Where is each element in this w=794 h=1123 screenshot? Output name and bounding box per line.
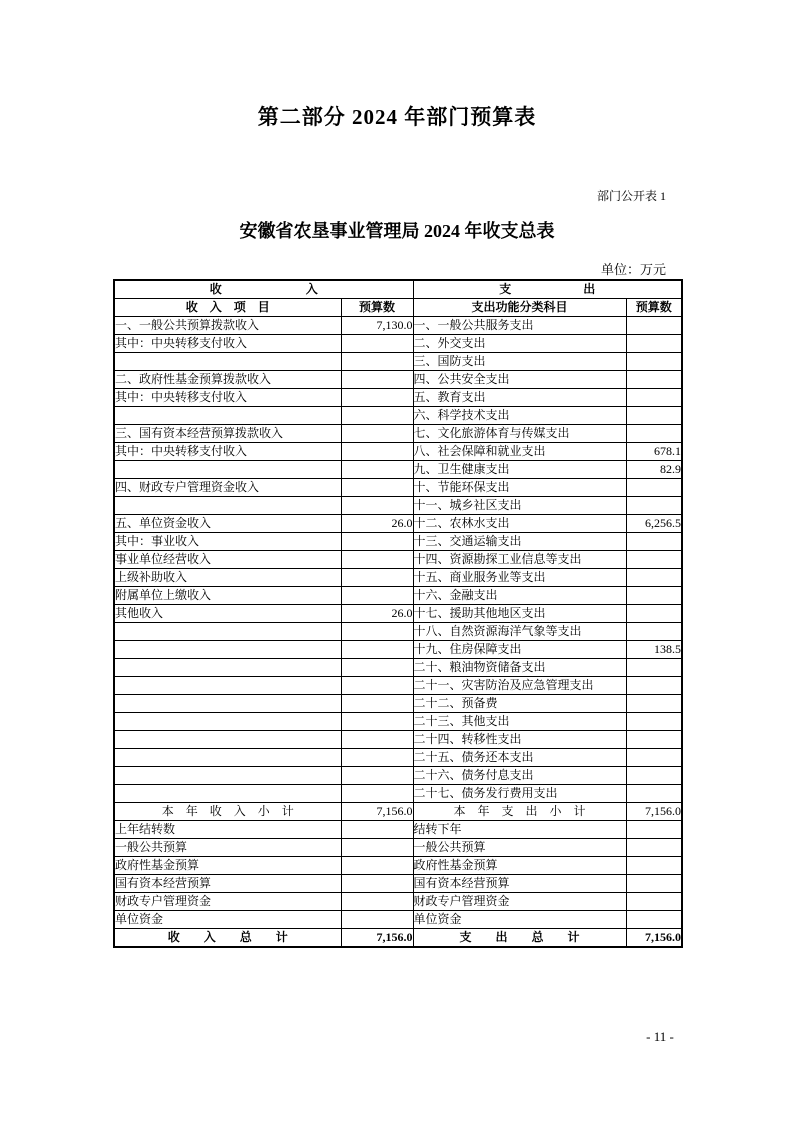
table-row: [114, 497, 682, 515]
expense-value-cell: 6,256.5: [626, 515, 682, 533]
budget-table: [113, 279, 683, 948]
unit-label: 单位：万元: [600, 262, 666, 277]
income-value-cell: [341, 335, 413, 353]
expense-item-cell: 十二、农林水支出: [413, 515, 626, 533]
income-value-cell: [341, 677, 413, 695]
table-row: [114, 893, 682, 911]
income-item-cell: 其中：中央转移支付收入: [114, 389, 341, 407]
expense-item-cell: 三、国防支出: [413, 353, 626, 371]
table-row: [114, 443, 682, 461]
income-item-cell: [114, 353, 341, 371]
income-value-cell: [341, 389, 413, 407]
income-budget-column-header: 预算数: [341, 299, 413, 317]
income-item-cell: 其他收入: [114, 605, 341, 623]
expense-item-cell: 二十三、其他支出: [413, 713, 626, 731]
expense-item-cell: 四、公共安全支出: [413, 371, 626, 389]
expense-value-cell: [626, 821, 682, 839]
table-row: [114, 695, 682, 713]
expense-value-cell: [626, 335, 682, 353]
expense-value-cell: [626, 479, 682, 497]
expense-item-cell: 十三、交通运输支出: [413, 533, 626, 551]
income-value-cell: [341, 497, 413, 515]
table-row: [114, 353, 682, 371]
expense-item-cell: 十四、资源勘探工业信息等支出: [413, 551, 626, 569]
income-item-cell: [114, 659, 341, 677]
expense-item-column-header: 支出功能分类科目: [413, 299, 626, 317]
income-value-cell: [341, 695, 413, 713]
income-value-cell: [341, 623, 413, 641]
table-row: [114, 659, 682, 677]
expense-item-cell: 二十五、债务还本支出: [413, 749, 626, 767]
expense-value-cell: [626, 857, 682, 875]
income-item-cell: 上级补助收入: [114, 569, 341, 587]
income-item-cell: [114, 749, 341, 767]
table-row: [114, 623, 682, 641]
expense-item-cell: 十九、住房保障支出: [413, 641, 626, 659]
income-value-cell: 26.0: [341, 515, 413, 533]
table-row: [114, 371, 682, 389]
expense-item-cell: 国有资本经营预算: [413, 875, 626, 893]
table-row: [114, 317, 682, 335]
table-row: [114, 875, 682, 893]
table-row: [114, 407, 682, 425]
income-item-cell: [114, 767, 341, 785]
expense-value-cell: [626, 785, 682, 803]
expense-item-cell: 六、科学技术支出: [413, 407, 626, 425]
income-value-cell: [341, 731, 413, 749]
expense-value-cell: [626, 533, 682, 551]
expense-value-cell: [626, 317, 682, 335]
page-number: - 11 -: [646, 1029, 674, 1044]
expense-value-cell: [626, 569, 682, 587]
income-value-cell: [341, 821, 413, 839]
table-row: [114, 425, 682, 443]
expense-item-cell: 二、外交支出: [413, 335, 626, 353]
expense-value-cell: [626, 839, 682, 857]
expense-value-cell: [626, 767, 682, 785]
expense-value-cell: [626, 371, 682, 389]
income-item-cell: [114, 713, 341, 731]
table-row: [114, 551, 682, 569]
income-item-cell: [114, 641, 341, 659]
expense-value-cell: [626, 875, 682, 893]
expense-item-cell: 一般公共预算: [413, 839, 626, 857]
income-item-cell: [114, 497, 341, 515]
income-value-cell: [341, 659, 413, 677]
income-item-cell: 其中：事业收入: [114, 533, 341, 551]
income-item-cell: 本 年 收 入 小 计: [114, 803, 341, 821]
expense-item-cell: 结转下年: [413, 821, 626, 839]
income-item-cell: 国有资本经营预算: [114, 875, 341, 893]
expense-value-cell: [626, 731, 682, 749]
expense-value-cell: [626, 911, 682, 929]
income-value-cell: [341, 767, 413, 785]
expense-item-cell: 二十二、预备费: [413, 695, 626, 713]
income-item-cell: 事业单位经营收入: [114, 551, 341, 569]
table-row: [114, 641, 682, 659]
table-row: [114, 461, 682, 479]
income-item-cell: 财政专户管理资金: [114, 893, 341, 911]
income-item-cell: 上年结转数: [114, 821, 341, 839]
table-note: 部门公开表 1: [596, 189, 666, 203]
income-value-cell: 7,156.0: [341, 803, 413, 821]
income-item-cell: [114, 695, 341, 713]
expense-value-cell: [626, 713, 682, 731]
income-item-cell: 单位资金: [114, 911, 341, 929]
income-value-cell: [341, 425, 413, 443]
income-item-cell: 五、单位资金收入: [114, 515, 341, 533]
income-item-cell: 政府性基金预算: [114, 857, 341, 875]
expense-value-cell: [626, 551, 682, 569]
expense-item-cell: 财政专户管理资金: [413, 893, 626, 911]
income-item-cell: [114, 731, 341, 749]
expense-value-cell: [626, 659, 682, 677]
table-row: [114, 749, 682, 767]
table-row: [114, 767, 682, 785]
expense-item-cell: 二十四、转移性支出: [413, 731, 626, 749]
income-value-cell: [341, 407, 413, 425]
income-value-cell: 7,156.0: [341, 929, 413, 948]
table-row: [114, 785, 682, 803]
table-row: [114, 857, 682, 875]
income-item-cell: 附属单位上缴收入: [114, 587, 341, 605]
expense-item-cell: 十五、商业服务业等支出: [413, 569, 626, 587]
income-value-cell: [341, 461, 413, 479]
income-value-cell: [341, 911, 413, 929]
expense-item-cell: 本 年 支 出 小 计: [413, 803, 626, 821]
section-title: 第二部分 2024 年部门预算表: [257, 105, 537, 129]
expense-value-cell: [626, 497, 682, 515]
expense-value-cell: [626, 893, 682, 911]
expense-value-cell: [626, 695, 682, 713]
expense-item-cell: 单位资金: [413, 911, 626, 929]
income-item-column-header: 收 入 项 目: [114, 299, 341, 317]
income-item-cell: [114, 623, 341, 641]
income-item-cell: [114, 785, 341, 803]
table-body: [114, 317, 682, 948]
income-value-cell: [341, 839, 413, 857]
table-row: [114, 677, 682, 695]
income-item-cell: [114, 407, 341, 425]
expense-value-cell: 7,156.0: [626, 929, 682, 948]
income-value-cell: [341, 875, 413, 893]
income-value-cell: 26.0: [341, 605, 413, 623]
expense-value-cell: 678.1: [626, 443, 682, 461]
expense-item-cell: 八、社会保障和就业支出: [413, 443, 626, 461]
income-value-cell: [341, 533, 413, 551]
expense-item-cell: 十七、援助其他地区支出: [413, 605, 626, 623]
expense-item-cell: 十、节能环保支出: [413, 479, 626, 497]
expense-value-cell: [626, 425, 682, 443]
table-row: [114, 569, 682, 587]
income-value-cell: [341, 443, 413, 461]
income-value-cell: [341, 785, 413, 803]
expense-value-cell: [626, 749, 682, 767]
income-item-cell: 收 入 总 计: [114, 929, 341, 948]
income-item-cell: [114, 461, 341, 479]
expense-item-cell: 一、一般公共服务支出: [413, 317, 626, 335]
table-row: [114, 587, 682, 605]
income-item-cell: 二、政府性基金预算拨款收入: [114, 371, 341, 389]
table-row: [114, 479, 682, 497]
income-value-cell: [341, 569, 413, 587]
expense-value-cell: 7,156.0: [626, 803, 682, 821]
income-value-cell: [341, 893, 413, 911]
table-row: [114, 839, 682, 857]
expense-value-cell: [626, 677, 682, 695]
income-item-cell: 其中：中央转移支付收入: [114, 443, 341, 461]
table-subheader-row: [114, 299, 682, 317]
table-row: [114, 803, 682, 821]
income-value-cell: 7,130.0: [341, 317, 413, 335]
income-value-cell: [341, 353, 413, 371]
expense-item-cell: 十八、自然资源海洋气象等支出: [413, 623, 626, 641]
table-row: [114, 533, 682, 551]
income-item-cell: 四、财政专户管理资金收入: [114, 479, 341, 497]
table-header-row: [114, 280, 682, 299]
expense-item-cell: 五、教育支出: [413, 389, 626, 407]
income-value-cell: [341, 371, 413, 389]
table-title: 安徽省农垦事业管理局 2024 年收支总表: [239, 221, 555, 241]
expense-item-cell: 十一、城乡社区支出: [413, 497, 626, 515]
table-row: [114, 929, 682, 948]
expense-value-cell: [626, 623, 682, 641]
expense-budget-column-header: 预算数: [626, 299, 682, 317]
expense-item-cell: 九、卫生健康支出: [413, 461, 626, 479]
income-value-cell: [341, 587, 413, 605]
expense-item-cell: 二十七、债务发行费用支出: [413, 785, 626, 803]
expense-value-cell: 82.9: [626, 461, 682, 479]
table-row: [114, 821, 682, 839]
income-section-header: 收 入: [114, 280, 413, 299]
expense-value-cell: [626, 587, 682, 605]
income-value-cell: [341, 551, 413, 569]
expense-item-cell: 二十、粮油物资储备支出: [413, 659, 626, 677]
expense-item-cell: 七、文化旅游体育与传媒支出: [413, 425, 626, 443]
income-value-cell: [341, 857, 413, 875]
table-row: [114, 605, 682, 623]
expense-value-cell: [626, 353, 682, 371]
income-item-cell: 一般公共预算: [114, 839, 341, 857]
income-item-cell: 一、一般公共预算拨款收入: [114, 317, 341, 335]
expense-value-cell: [626, 605, 682, 623]
expense-item-cell: 支 出 总 计: [413, 929, 626, 948]
table-row: [114, 335, 682, 353]
expense-value-cell: [626, 389, 682, 407]
expense-value-cell: 138.5: [626, 641, 682, 659]
income-value-cell: [341, 479, 413, 497]
table-row: [114, 911, 682, 929]
expense-item-cell: 政府性基金预算: [413, 857, 626, 875]
expense-item-cell: 二十一、灾害防治及应急管理支出: [413, 677, 626, 695]
income-value-cell: [341, 641, 413, 659]
income-item-cell: 其中：中央转移支付收入: [114, 335, 341, 353]
table-row: [114, 389, 682, 407]
income-value-cell: [341, 713, 413, 731]
income-item-cell: [114, 677, 341, 695]
income-item-cell: 三、国有资本经营预算拨款收入: [114, 425, 341, 443]
income-value-cell: [341, 749, 413, 767]
expense-item-cell: 二十六、债务付息支出: [413, 767, 626, 785]
expense-value-cell: [626, 407, 682, 425]
expense-section-header: 支 出: [413, 280, 682, 299]
table-row: [114, 515, 682, 533]
expense-item-cell: 十六、金融支出: [413, 587, 626, 605]
table-row: [114, 731, 682, 749]
table-row: [114, 713, 682, 731]
